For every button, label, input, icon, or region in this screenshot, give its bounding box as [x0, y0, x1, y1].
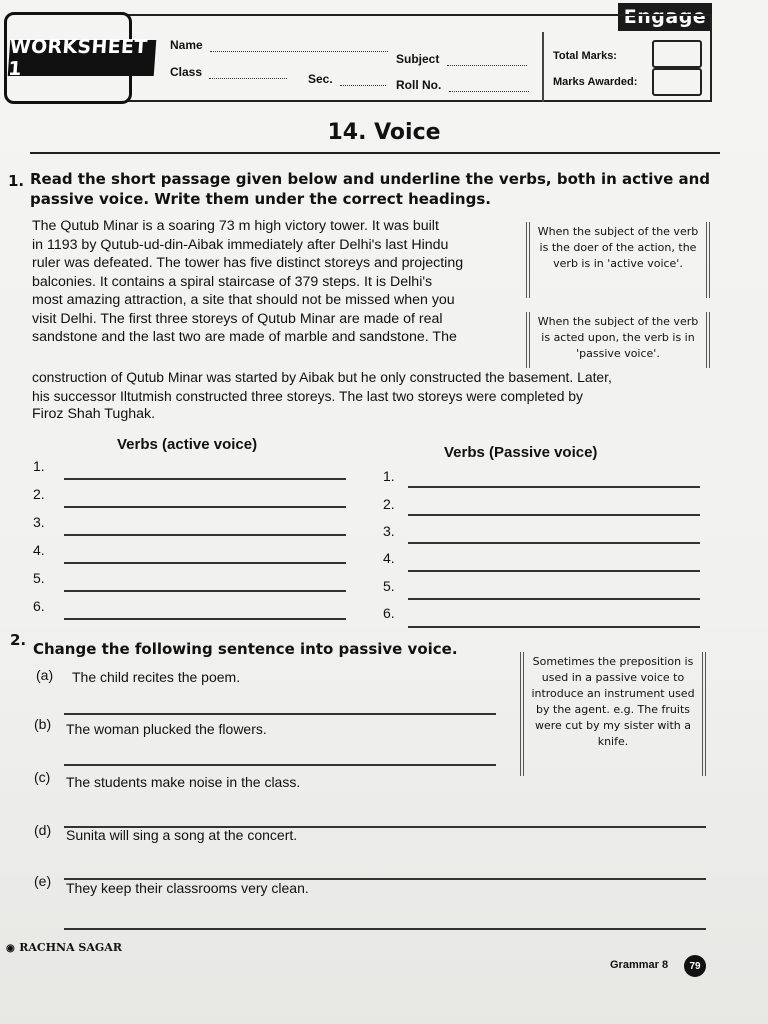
q2-instruction: Change the following sentence into passive voice.	[33, 640, 458, 658]
passage-line: in 1193 by Qutub-ud-din-Aibak immediately after Delhi's last Hindu	[32, 236, 449, 253]
name-label: Name	[170, 38, 203, 52]
passive-num-5: 5.	[383, 578, 395, 594]
passive-num-6: 6.	[383, 605, 395, 621]
brand-badge: Engage	[618, 3, 712, 31]
class-blank[interactable]	[209, 66, 287, 79]
passage-line: Firoz Shah Tughak.	[32, 406, 156, 422]
rollno-field[interactable]	[396, 78, 529, 92]
passage-line: sandstone and the last two are made of marble and sandstone. The	[32, 329, 457, 345]
active-num-2: 2.	[33, 486, 45, 502]
q2b-label: (b)	[34, 716, 52, 732]
q2b-text: The woman plucked the flowers.	[66, 721, 267, 737]
passage-line: most amazing attraction, a site that should not be missed when you	[32, 292, 455, 308]
passage-line: The Qutub Minar is a soaring 73 m high victory tower. It was built	[32, 218, 439, 234]
passive-num-4: 4.	[383, 550, 395, 566]
subject-field[interactable]	[396, 52, 527, 66]
passage-line: ruler was defeated. The tower has five distinct storeys and projecting	[32, 255, 464, 271]
passive-blank-3[interactable]	[408, 542, 700, 544]
passage-line: visit Delhi. The first three storeys of Qutub Minar are made of real	[32, 310, 443, 327]
active-num-1: 1.	[33, 458, 45, 474]
passage-line: balconies. It contains a spiral staircase of 379 steps. It is Delhi's	[32, 273, 433, 290]
passive-blank-4[interactable]	[408, 570, 700, 572]
q2e-answer-line[interactable]	[64, 928, 706, 930]
passive-num-2: 2.	[383, 496, 395, 512]
q2c-text: The students make noise in the class.	[66, 774, 301, 790]
passive-voice-heading: Verbs (Passive voice)	[444, 444, 598, 461]
q2a-answer-line[interactable]	[64, 713, 496, 715]
title-rule	[30, 152, 720, 154]
book-name: Grammar 8	[610, 959, 669, 971]
passive-num-3: 3.	[383, 523, 395, 539]
name-blank[interactable]	[210, 39, 388, 52]
active-num-3: 3.	[33, 514, 45, 530]
q2c-label: (c)	[34, 769, 51, 785]
rollno-blank[interactable]	[449, 79, 529, 92]
publisher-logo	[6, 938, 122, 956]
q1-number: 1.	[8, 172, 25, 190]
note-preposition: Sometimes the preposition is used in a passive voice to introduce an instrument used by the agent. e.g. The fruits were cut by my sister with a knife.	[520, 652, 706, 776]
sec-label: Sec.	[308, 72, 333, 86]
total-marks-box[interactable]	[652, 40, 702, 68]
active-blank-4[interactable]	[64, 562, 346, 564]
name-field[interactable]	[170, 38, 388, 52]
passive-blank-1[interactable]	[408, 486, 700, 488]
q1-instruction: Read the short passage given below and underline the verbs, both in active and passive voice. Write them under the correct headings.	[30, 170, 711, 208]
page-title: 14. Voice	[327, 120, 441, 145]
total-marks-label: Total Marks:	[553, 50, 617, 62]
sec-blank[interactable]	[340, 73, 386, 86]
class-field[interactable]	[170, 65, 287, 79]
class-label: Class	[170, 65, 203, 79]
marks-awarded-label: Marks Awarded:	[553, 76, 638, 88]
active-blank-2[interactable]	[64, 506, 346, 508]
active-blank-1[interactable]	[64, 478, 346, 480]
worksheet-label: WORKSHEET 1	[8, 40, 157, 76]
subject-blank[interactable]	[447, 53, 527, 66]
note-passive-voice: When the subject of the verb is acted upon, the verb is in 'passive voice'.	[526, 312, 710, 368]
sec-field[interactable]	[308, 72, 386, 86]
q1-passage	[32, 217, 514, 347]
passive-blank-2[interactable]	[408, 514, 700, 516]
note-active-voice: When the subject of the verb is the doer of the action, the verb is in 'active voice'.	[526, 222, 710, 298]
active-blank-6[interactable]	[64, 618, 346, 620]
passive-blank-5[interactable]	[408, 598, 700, 600]
q2e-text: They keep their classrooms very clean.	[66, 880, 309, 896]
publisher-icon: ◉	[6, 943, 15, 954]
q2a-text: The child recites the poem.	[72, 669, 241, 685]
publisher-name: RACHNA SAGAR	[19, 941, 122, 954]
subject-label: Subject	[396, 52, 440, 66]
active-voice-heading: Verbs (active voice)	[117, 436, 258, 453]
page-number: 79	[684, 955, 706, 977]
passive-num-1: 1.	[383, 468, 395, 484]
marks-awarded-box[interactable]	[652, 68, 702, 96]
q2a-label: (a)	[36, 667, 54, 683]
q2d-label: (d)	[34, 822, 52, 838]
active-blank-3[interactable]	[64, 534, 346, 536]
passage-line: his successor Iltutmish constructed three storeys. The last two storeys were completed by	[32, 387, 583, 404]
active-num-5: 5.	[33, 570, 45, 586]
q2-number: 2.	[10, 631, 27, 649]
active-num-6: 6.	[33, 598, 45, 614]
active-num-4: 4.	[33, 542, 45, 558]
q1-passage-cont	[32, 368, 712, 424]
rollno-label: Roll No.	[396, 78, 442, 92]
active-blank-5[interactable]	[64, 590, 346, 592]
q2e-label: (e)	[34, 873, 52, 889]
passage-line: construction of Qutub Minar was started by Aibak but he only constructed the basement. Later,	[32, 369, 612, 385]
q2b-answer-line[interactable]	[64, 764, 496, 766]
q2d-text: Sunita will sing a song at the concert.	[66, 827, 298, 843]
passive-blank-6[interactable]	[408, 626, 700, 628]
